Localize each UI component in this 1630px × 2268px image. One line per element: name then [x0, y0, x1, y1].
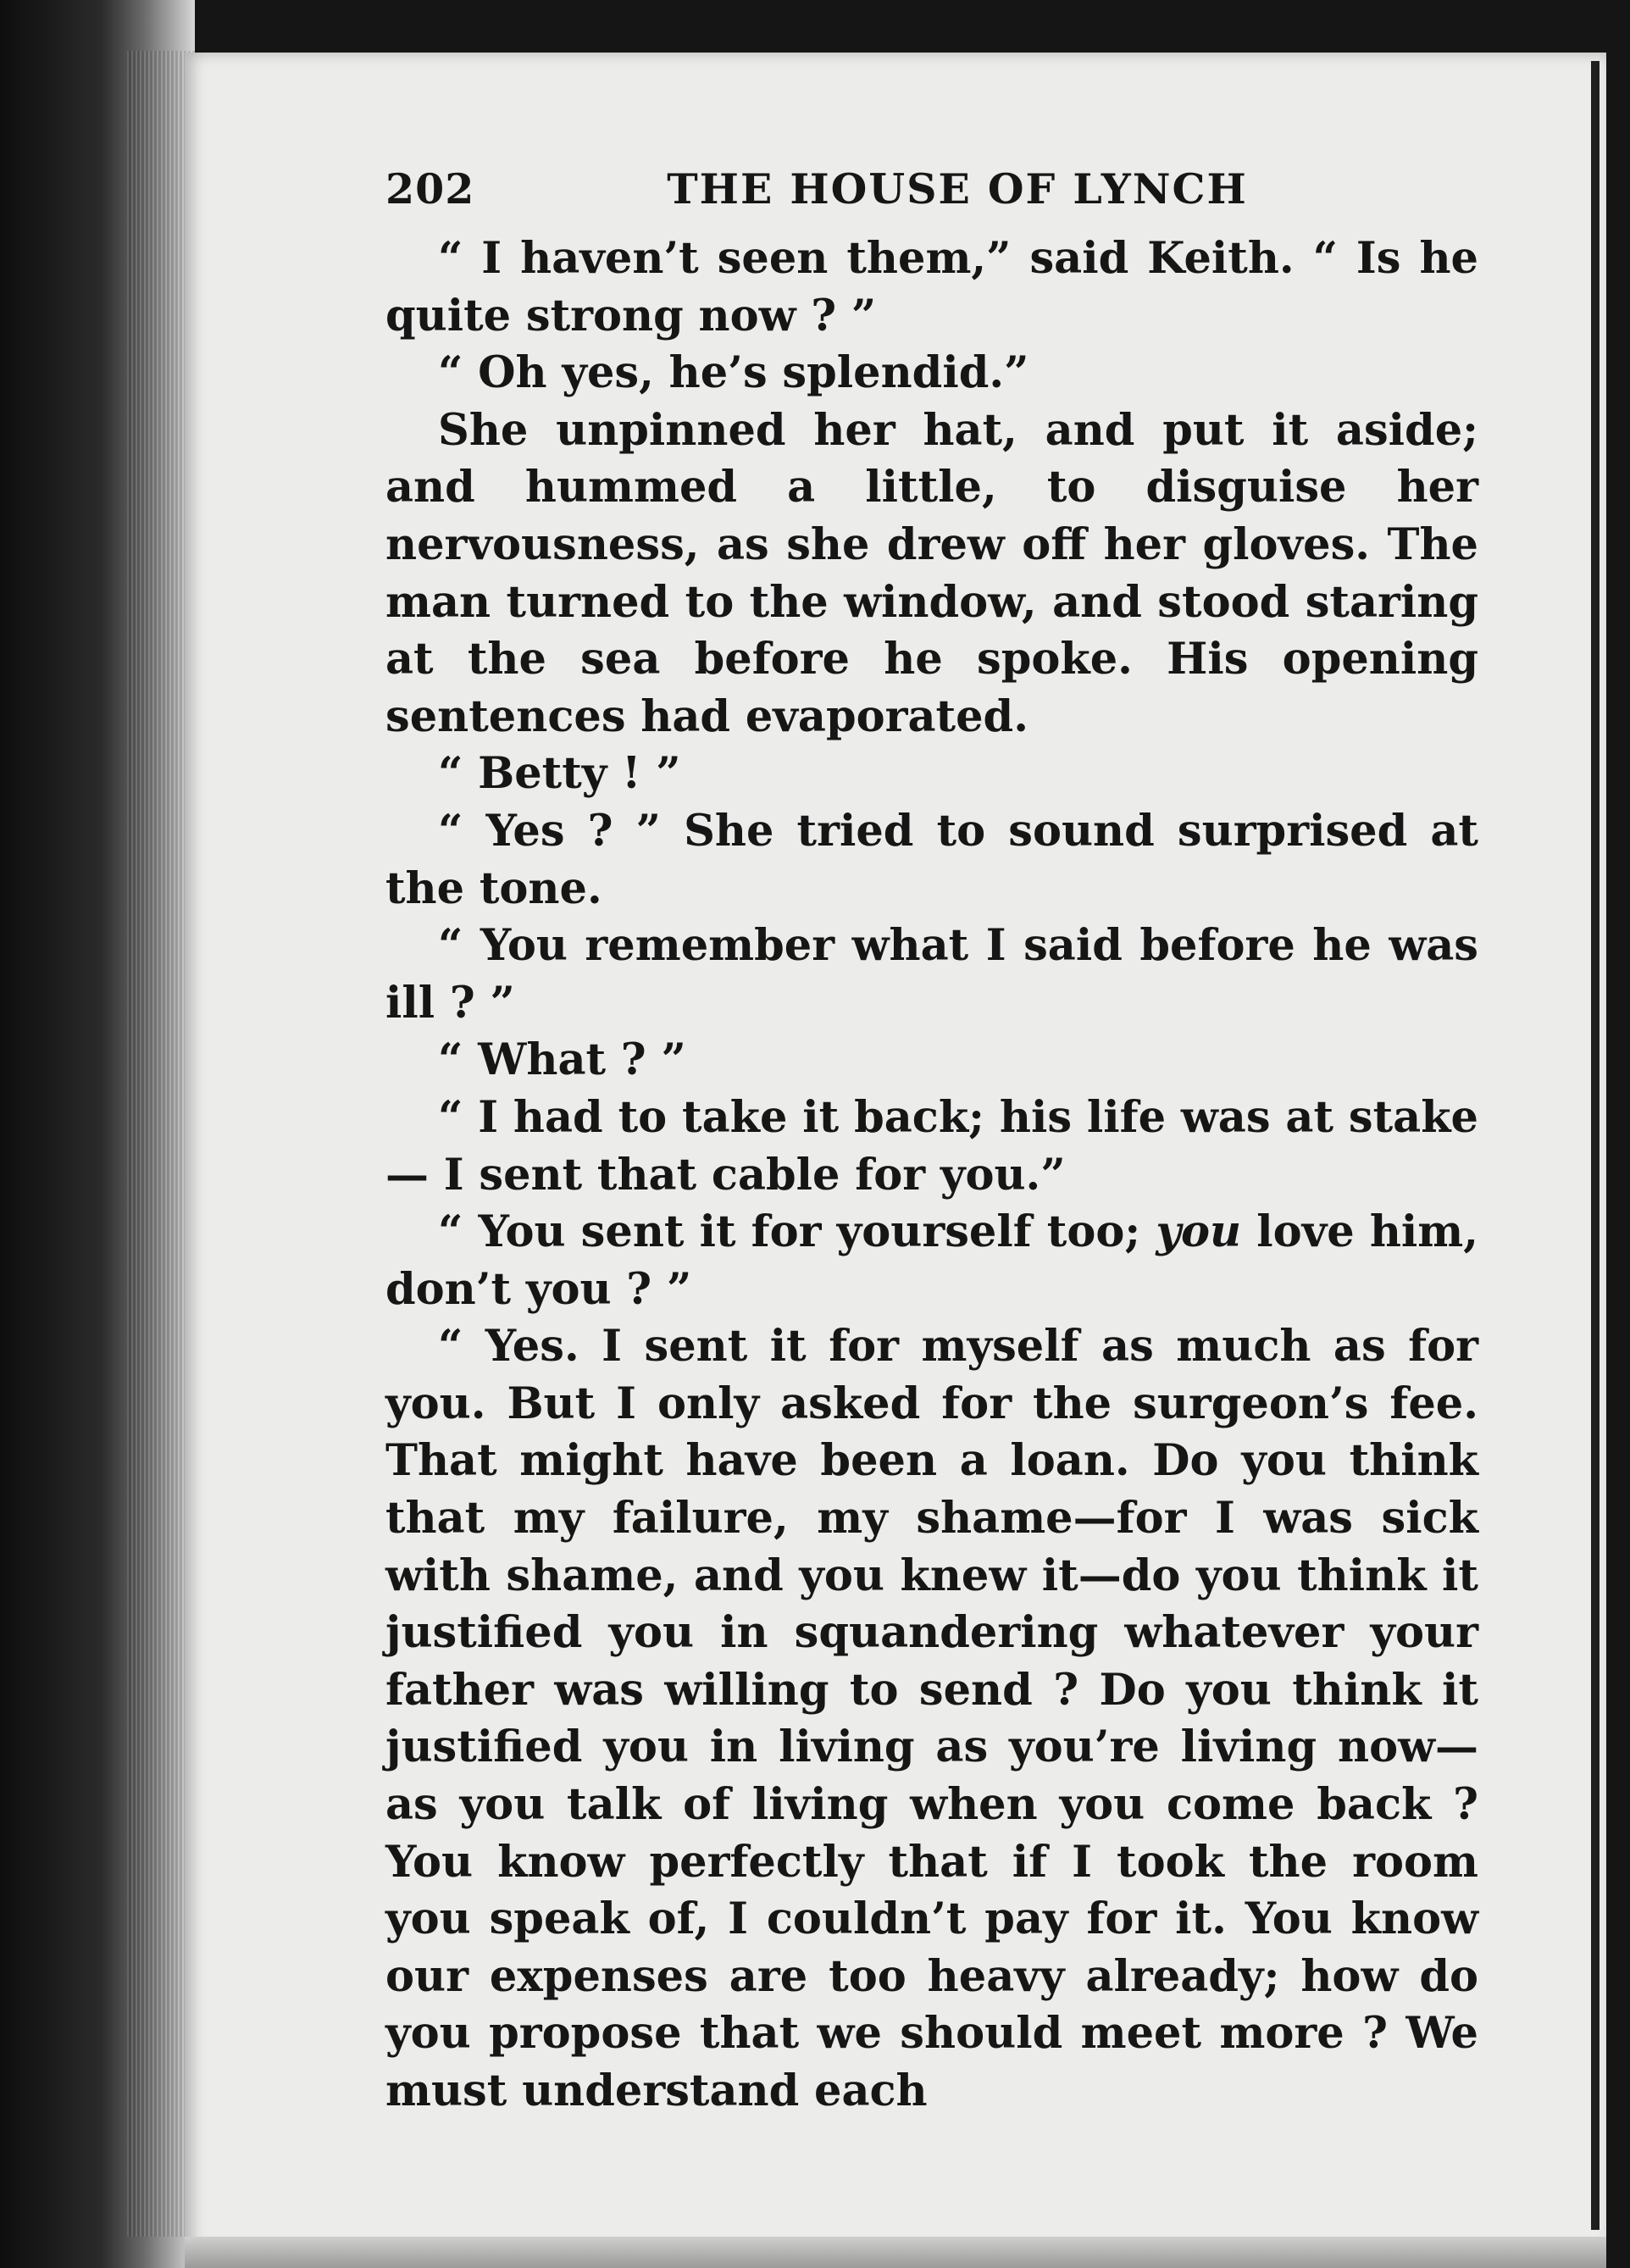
paragraph-text: love him, don’t you ? ” [385, 1206, 1478, 1315]
paragraph: “ Yes. I sent it for myself as much as for you. But I only asked for the surgeon’s fee. That might have been a loan. Do you think that my failure, my shame—for I was sick with shame, and you knew it—do you think it justified you in squandering whatever your father was willing to send ? Do you think it justified you in living as you’re living now—as you talk of living when you come back ? You know perfectly that if I took the room you speak of, I couldn’t pay for it. You know our expenses are too heavy already; how do you propose that we should meet more ? We must understand each [385, 1321, 1478, 2116]
paragraph: “ Yes ? ” She tried to sound surprised at the tone. [385, 805, 1478, 914]
paragraph: “ I had to take it back; his life was at stake— I sent that cable for you.” [385, 1091, 1478, 1201]
page-text [385, 161, 1478, 2121]
page-bottom-edge [185, 2237, 1606, 2268]
page-number: 202 [385, 164, 475, 213]
paragraph-text: “ You sent it for yourself too; [438, 1206, 1156, 1258]
running-title: THE HOUSE OF LYNCH [667, 164, 1248, 213]
page-right-edge [1591, 61, 1600, 2230]
paragraph: She unpinned her hat, and put it aside; and hummed a little, to disguise her nervousness, as she drew off her gloves. The man turned to the window, and stood staring at the sea before he spoke. His opening sentences had evaporated. [385, 404, 1478, 742]
paragraph [385, 1204, 1478, 1318]
emphasized-word: you [1156, 1206, 1242, 1258]
paragraph: “ Oh yes, he’s splendid.” [438, 347, 1029, 399]
paragraph: “ I haven’t seen them,” said Keith. “ Is he quite strong now ? ” [385, 233, 1478, 341]
paragraph: “ What ? ” [438, 1034, 686, 1086]
paragraph: “ You remember what I said before he was ill ? ” [385, 920, 1478, 1029]
paragraph: “ Betty ! ” [438, 748, 681, 800]
running-head [385, 161, 1478, 222]
